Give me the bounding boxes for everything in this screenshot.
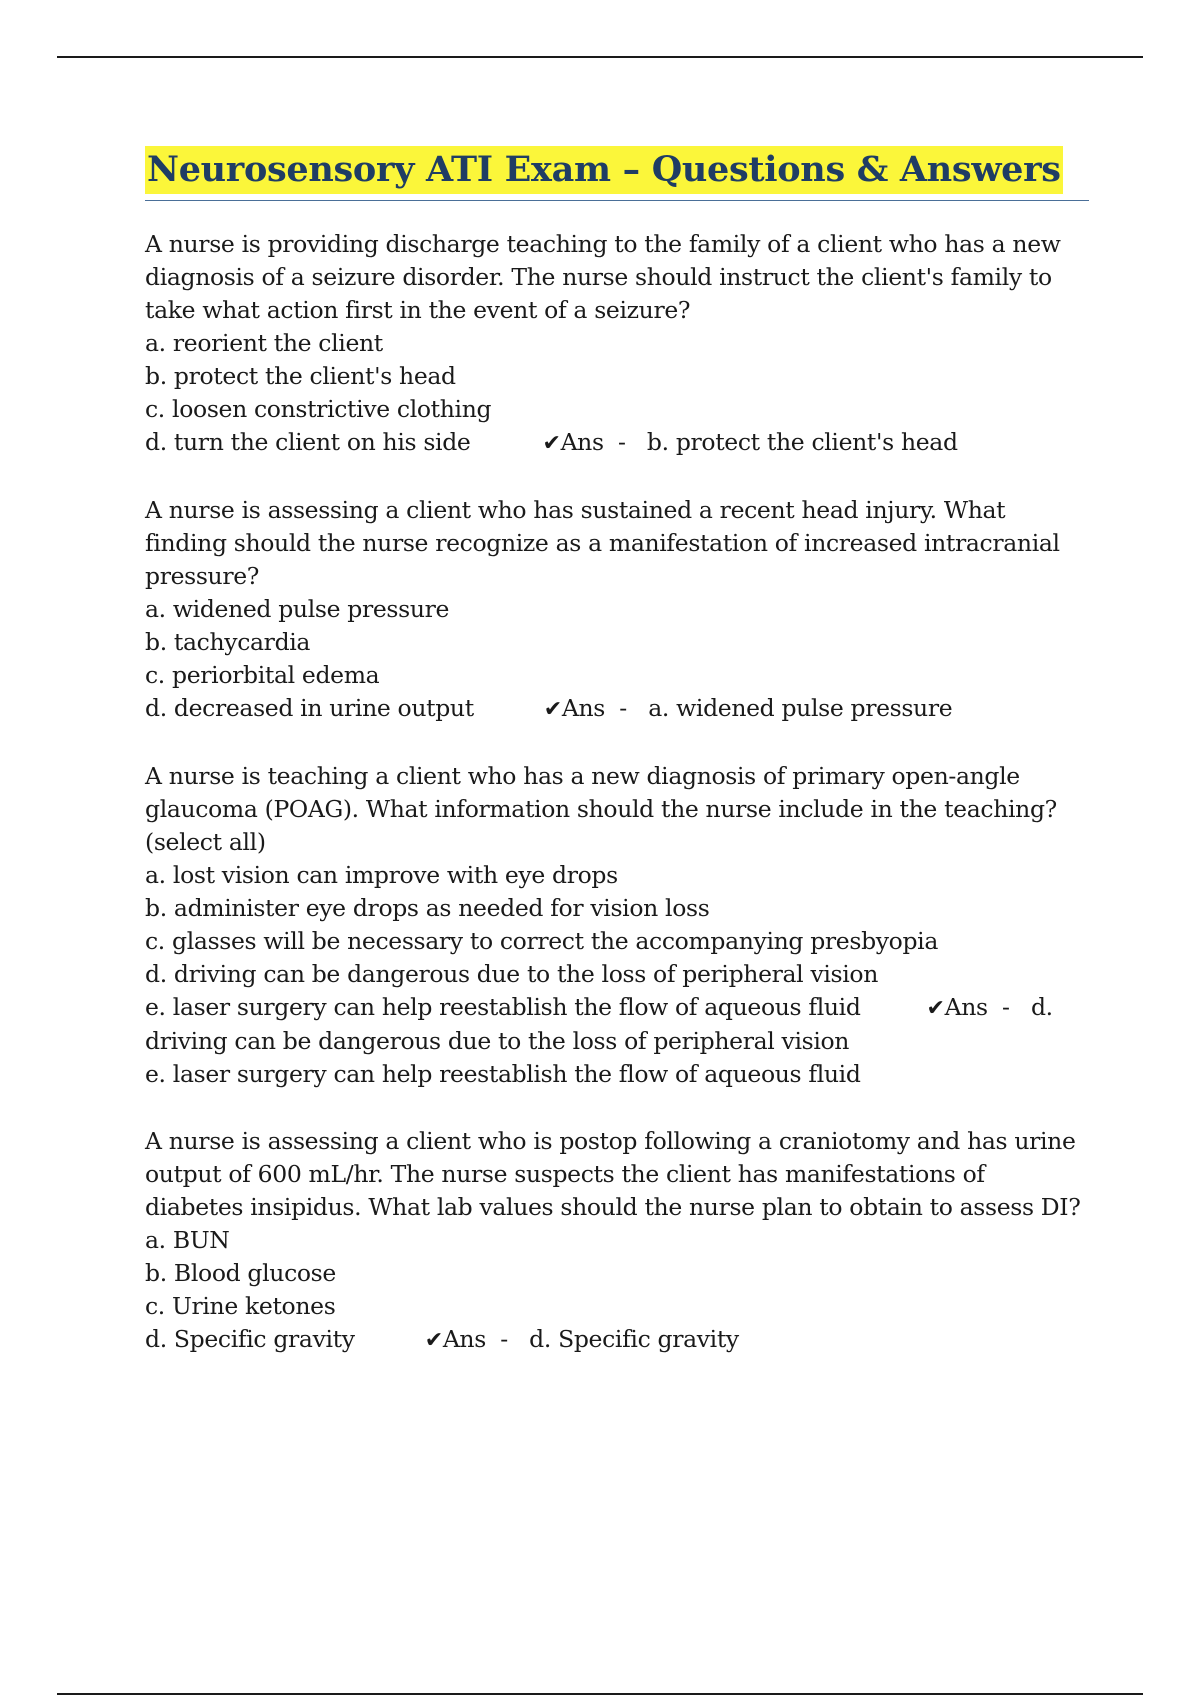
document-title: Neurosensory ATI Exam – Questions & Answers xyxy=(145,146,1063,194)
check-mark-icon: ✔ xyxy=(543,697,562,722)
answer-separator: - xyxy=(619,694,627,722)
answer-text: d. Specific gravity xyxy=(529,1325,739,1353)
option-d: d. driving can be dangerous due to the loss of peripheral vision xyxy=(145,960,879,988)
check-mark-icon: ✔ xyxy=(542,431,561,456)
answer-text: a. widened pulse pressure xyxy=(648,694,953,722)
answer xyxy=(425,1325,739,1353)
option-d: d. Specific gravity xyxy=(145,1325,355,1353)
option-b: b. tachycardia xyxy=(145,628,311,656)
bottom-rule xyxy=(57,1693,1143,1695)
answer-separator: - xyxy=(617,428,626,456)
answer xyxy=(544,694,953,722)
question-4 xyxy=(145,1125,1089,1357)
option-a: a. lost vision can improve with eye drops xyxy=(145,861,618,889)
answer-label: Ans xyxy=(944,993,988,1021)
option-a: a. BUN xyxy=(145,1226,230,1254)
question-3 xyxy=(145,760,1089,1091)
option-b: b. Blood glucose xyxy=(145,1259,336,1287)
option-a: a. reorient the client xyxy=(145,329,383,357)
question-text: A nurse is assessing a client who is postop following a craniotomy and has urine output of 600 mL/hr. The nurse suspects the client has manifestations of diabetes insipidus. What lab values should the nurse plan to obtain to assess DI? xyxy=(145,1127,1081,1221)
option-d-with-answer xyxy=(145,426,1089,460)
question-text: A nurse is teaching a client who has a new diagnosis of primary open-angle glaucoma (POAG). What information should the nurse include in the teaching? (select all) xyxy=(145,762,1057,856)
answer-label: Ans xyxy=(560,428,604,456)
answer-text-part1: d. xyxy=(1030,993,1053,1021)
title-block xyxy=(145,146,1089,201)
option-d: d. turn the client on his side xyxy=(145,428,471,456)
document-body xyxy=(145,146,1089,1391)
question-text: A nurse is assessing a client who has sustained a recent head injury. What finding should the nurse recognize as a manifestation of increased intracranial pressure? xyxy=(145,496,1060,590)
answer-label: Ans xyxy=(442,1325,486,1353)
answer-continuation: e. laser surgery can help reestablish the flow of aqueous fluid xyxy=(145,1060,861,1088)
answer-separator: - xyxy=(1002,993,1010,1021)
question-text: A nurse is providing discharge teaching to the family of a client who has a new diagnosis of a seizure disorder. The nurse should instruct the client's family to take what action first in the event of a seizure? xyxy=(145,230,1061,324)
answer xyxy=(927,993,1053,1021)
option-c: c. glasses will be necessary to correct the accompanying presbyopia xyxy=(145,927,939,955)
top-rule xyxy=(57,56,1143,58)
answer-text: b. protect the client's head xyxy=(646,428,958,456)
option-d: d. decreased in urine output xyxy=(145,694,474,722)
option-a: a. widened pulse pressure xyxy=(145,595,450,623)
answer-continuation: driving can be dangerous due to the loss of peripheral vision xyxy=(145,1027,850,1055)
option-e-with-answer xyxy=(145,991,1089,1025)
option-c: c. loosen constrictive clothing xyxy=(145,395,492,423)
question-2 xyxy=(145,494,1089,726)
question-1 xyxy=(145,228,1089,460)
answer-label: Ans xyxy=(561,694,606,722)
option-e: e. laser surgery can help reestablish the flow of aqueous fluid xyxy=(145,993,861,1021)
option-d-with-answer xyxy=(145,1323,1089,1357)
option-d-with-answer xyxy=(145,692,1089,726)
option-c: c. Urine ketones xyxy=(145,1292,336,1320)
option-b: b. administer eye drops as needed for vision loss xyxy=(145,894,710,922)
check-mark-icon: ✔ xyxy=(926,996,945,1021)
option-c: c. periorbital edema xyxy=(145,661,380,689)
answer xyxy=(542,428,957,456)
answer-separator: - xyxy=(500,1325,508,1353)
check-mark-icon: ✔ xyxy=(424,1328,443,1353)
option-b: b. protect the client's head xyxy=(145,362,456,390)
